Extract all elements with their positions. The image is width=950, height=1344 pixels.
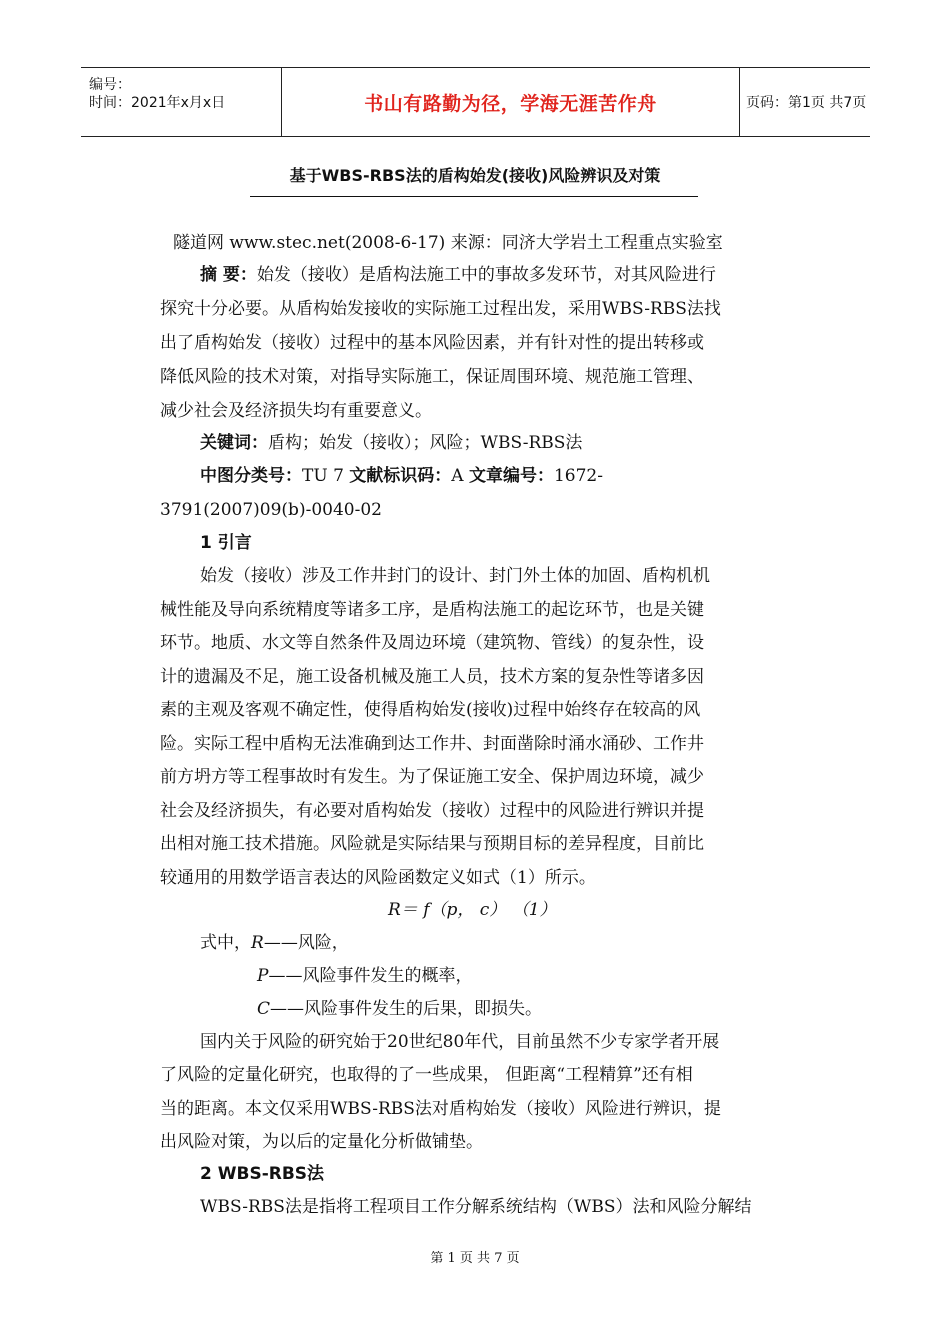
def-symbol: P	[257, 966, 269, 986]
body-line: 械性能及导向系统精度等诸多工序，是盾构法施工的起讫环节，也是关键	[160, 600, 704, 620]
abstract-text: 始发（接收）是盾构法施工中的事故多发环节，对其风险进行	[256, 265, 716, 285]
body-line: 素的主观及客观不确定性，使得盾构始发(接收)过程中始终存在较高的风	[160, 700, 701, 720]
abstract-line: 减少社会及经济损失均有重要意义。	[160, 401, 432, 421]
body-line: 计的遗漏及不足，施工设备机械及施工人员，技术方案的复杂性等诸多因	[160, 667, 704, 687]
def-symbol: R	[251, 933, 264, 953]
source-line: 隧道网 www.stec.net(2008-6-17) 来源：同济大学岩土工程重点实验室	[173, 233, 723, 253]
def-text: ——风险，	[263, 933, 349, 953]
def-text: ——风险事件发生的概率，	[268, 966, 473, 986]
header-page-cell	[740, 68, 876, 136]
def-text: ——风险事件发生的后果，即损失。	[270, 999, 543, 1019]
motto-text: 书山有路勤为径，学海无涯苦作舟	[364, 92, 657, 115]
keywords-line	[200, 433, 582, 453]
doc-code-label: 文献标识码：	[349, 466, 452, 486]
keywords-text: 盾构；始发（接收）；风险；WBS-RBS法	[268, 433, 583, 453]
body-line: 前方坍方等工程事故时有发生。为了保证施工安全、保护周边环境，减少	[160, 767, 704, 787]
body-line: 较通用的用数学语言表达的风险函数定义如式（1）所示。	[160, 868, 596, 888]
body-line: 当的距离。本文仅采用WBS-RBS法对盾构始发（接收）风险进行辨识，提	[160, 1099, 721, 1119]
body-line: 国内关于风险的研究始于20世纪80年代，目前虽然不少专家学者开展	[200, 1032, 720, 1052]
formula-def-line	[257, 999, 542, 1019]
clc-value: TU 7	[302, 466, 344, 486]
abstract-line: 降低风险的技术对策，对指导实际施工，保证周围环境、规范施工管理、	[160, 367, 704, 387]
article-number-value: 1672-	[553, 466, 603, 486]
page-footer: 第 1 页 共 7 页	[430, 1251, 520, 1266]
article-number-label: 文章编号：	[468, 466, 554, 486]
body-line: WBS-RBS法是指将工程项目工作分解系统结构（WBS）法和风险分解结	[200, 1197, 752, 1217]
header-left-cell	[81, 68, 281, 136]
where-label: 式中，	[200, 933, 251, 953]
body-line: 出相对施工技术措施。风险就是实际结果与预期目标的差异程度，目前比	[160, 834, 704, 854]
def-symbol: C	[257, 999, 271, 1019]
section2-heading: 2 WBS-RBS法	[200, 1164, 325, 1184]
number-label: 编号：	[89, 77, 131, 93]
page-code: 页码：第1页 共7页	[746, 95, 867, 111]
page-title: 基于WBS-RBS法的盾构始发(接收)风险辨识及对策	[289, 166, 661, 185]
risk-formula: R＝ f（p， c） （1）	[388, 900, 557, 920]
body-line: 了风险的定量化研究，也取得的了一些成果， 但距离“工程精算”还有相	[160, 1065, 693, 1085]
formula-def-line	[200, 933, 349, 953]
abstract-label: 摘 要：	[200, 265, 257, 285]
section1-heading: 1 引言	[200, 533, 252, 553]
title-underline	[250, 196, 698, 197]
body-line: 始发（接收）涉及工作井封门的设计、封门外土体的加固、盾构机机	[200, 566, 710, 586]
body-line: 出风险对策，为以后的定量化分析做铺垫。	[160, 1132, 483, 1152]
abstract-line: 探究十分必要。从盾构始发接收的实际施工过程出发，采用WBS-RBS法找	[160, 299, 721, 319]
body-line: 社会及经济损失，有必要对盾构始发（接收）过程中的风险进行辨识并提	[160, 801, 704, 821]
abstract-first-line	[200, 265, 716, 285]
header-motto-cell	[281, 68, 740, 136]
article-number-cont: 3791(2007)09(b)-0040-02	[160, 500, 382, 520]
document-header	[81, 67, 870, 137]
formula-def-line	[257, 966, 472, 986]
body-line: 环节。地质、水文等自然条件及周边环境（建筑物、管线）的复杂性，设	[160, 633, 704, 653]
abstract-line: 出了盾构始发（接收）过程中的基本风险因素，并有针对性的提出转移或	[160, 333, 704, 353]
clc-label: 中图分类号：	[200, 466, 302, 486]
time-label: 时间：2021年x月x日	[89, 95, 226, 111]
body-line: 险。实际工程中盾构无法准确到达工作井、封面凿除时涌水涌砂、工作井	[160, 734, 704, 754]
classification-line	[200, 466, 603, 486]
doc-code-value: A	[451, 466, 464, 486]
keywords-label: 关键词：	[200, 433, 268, 453]
